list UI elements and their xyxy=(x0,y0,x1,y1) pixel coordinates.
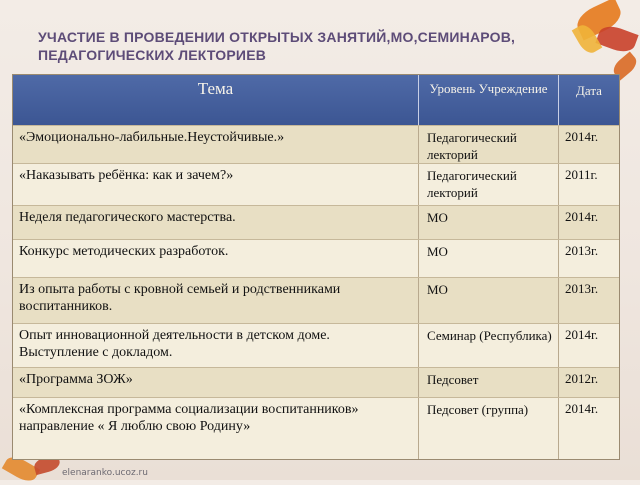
site-watermark: elenaranko.ucoz.ru xyxy=(62,468,148,478)
cell-theme: «Наказывать ребёнка: как и зачем?» xyxy=(19,168,234,183)
slide-title: УЧАСТИЕ В ПРОВЕДЕНИИ ОТКРЫТЫХ ЗАНЯТИЙ,МО,СЕМИНАРОВ, ПЕДАГОГИЧЕСКИХ ЛЕКТОРИЕВ xyxy=(38,29,516,63)
events-table xyxy=(12,74,620,460)
cell-theme: Конкурс методических разработок. xyxy=(19,244,229,259)
cell-date: 2014г. xyxy=(558,324,619,367)
cell-date: 2014г. xyxy=(558,126,619,163)
cell-date: 2013г. xyxy=(558,278,619,323)
cell-level: МО xyxy=(418,240,558,277)
header-level: Уровень Учреждение xyxy=(418,75,558,125)
header-date: Дата xyxy=(558,75,619,125)
cell-date: 2012г. xyxy=(558,368,619,397)
cell-level: МО xyxy=(418,206,558,239)
table-row xyxy=(13,163,619,205)
cell-level: Педагогический лекторий xyxy=(418,164,558,205)
table-row xyxy=(13,397,619,459)
table-row xyxy=(13,323,619,367)
table-row xyxy=(13,277,619,323)
cell-level: Семинар (Республика) xyxy=(418,324,558,367)
table-header xyxy=(13,75,619,125)
table-row xyxy=(13,239,619,277)
cell-level: МО xyxy=(418,278,558,323)
cell-theme: «Программа ЗОЖ» xyxy=(19,372,133,387)
table-row xyxy=(13,367,619,397)
cell-theme: Опыт инновационной деятельности в детском доме. Выступление с докладом. xyxy=(19,328,330,360)
cell-theme: Неделя педагогического мастерства. xyxy=(19,210,236,225)
cell-date: 2014г. xyxy=(558,206,619,239)
header-theme: Тема xyxy=(197,79,234,98)
cell-date: 2013г. xyxy=(558,240,619,277)
cell-level: Педсовет (группа) xyxy=(418,398,558,459)
table-row xyxy=(13,205,619,239)
cell-level: Педсовет xyxy=(418,368,558,397)
table-row xyxy=(13,125,619,163)
cell-date: 2014г. xyxy=(558,398,619,459)
cell-theme: Из опыта работы с кровной семьей и родственниками воспитанников. xyxy=(19,282,341,314)
cell-date: 2011г. xyxy=(558,164,619,205)
cell-theme: «Эмоционально-лабильные.Неустойчивые.» xyxy=(19,130,285,145)
cell-level: Педагогический лекторий xyxy=(418,126,558,163)
cell-theme: «Комплексная программа социализации воспитанников» направление « Я люблю свою Родину» xyxy=(19,402,359,434)
